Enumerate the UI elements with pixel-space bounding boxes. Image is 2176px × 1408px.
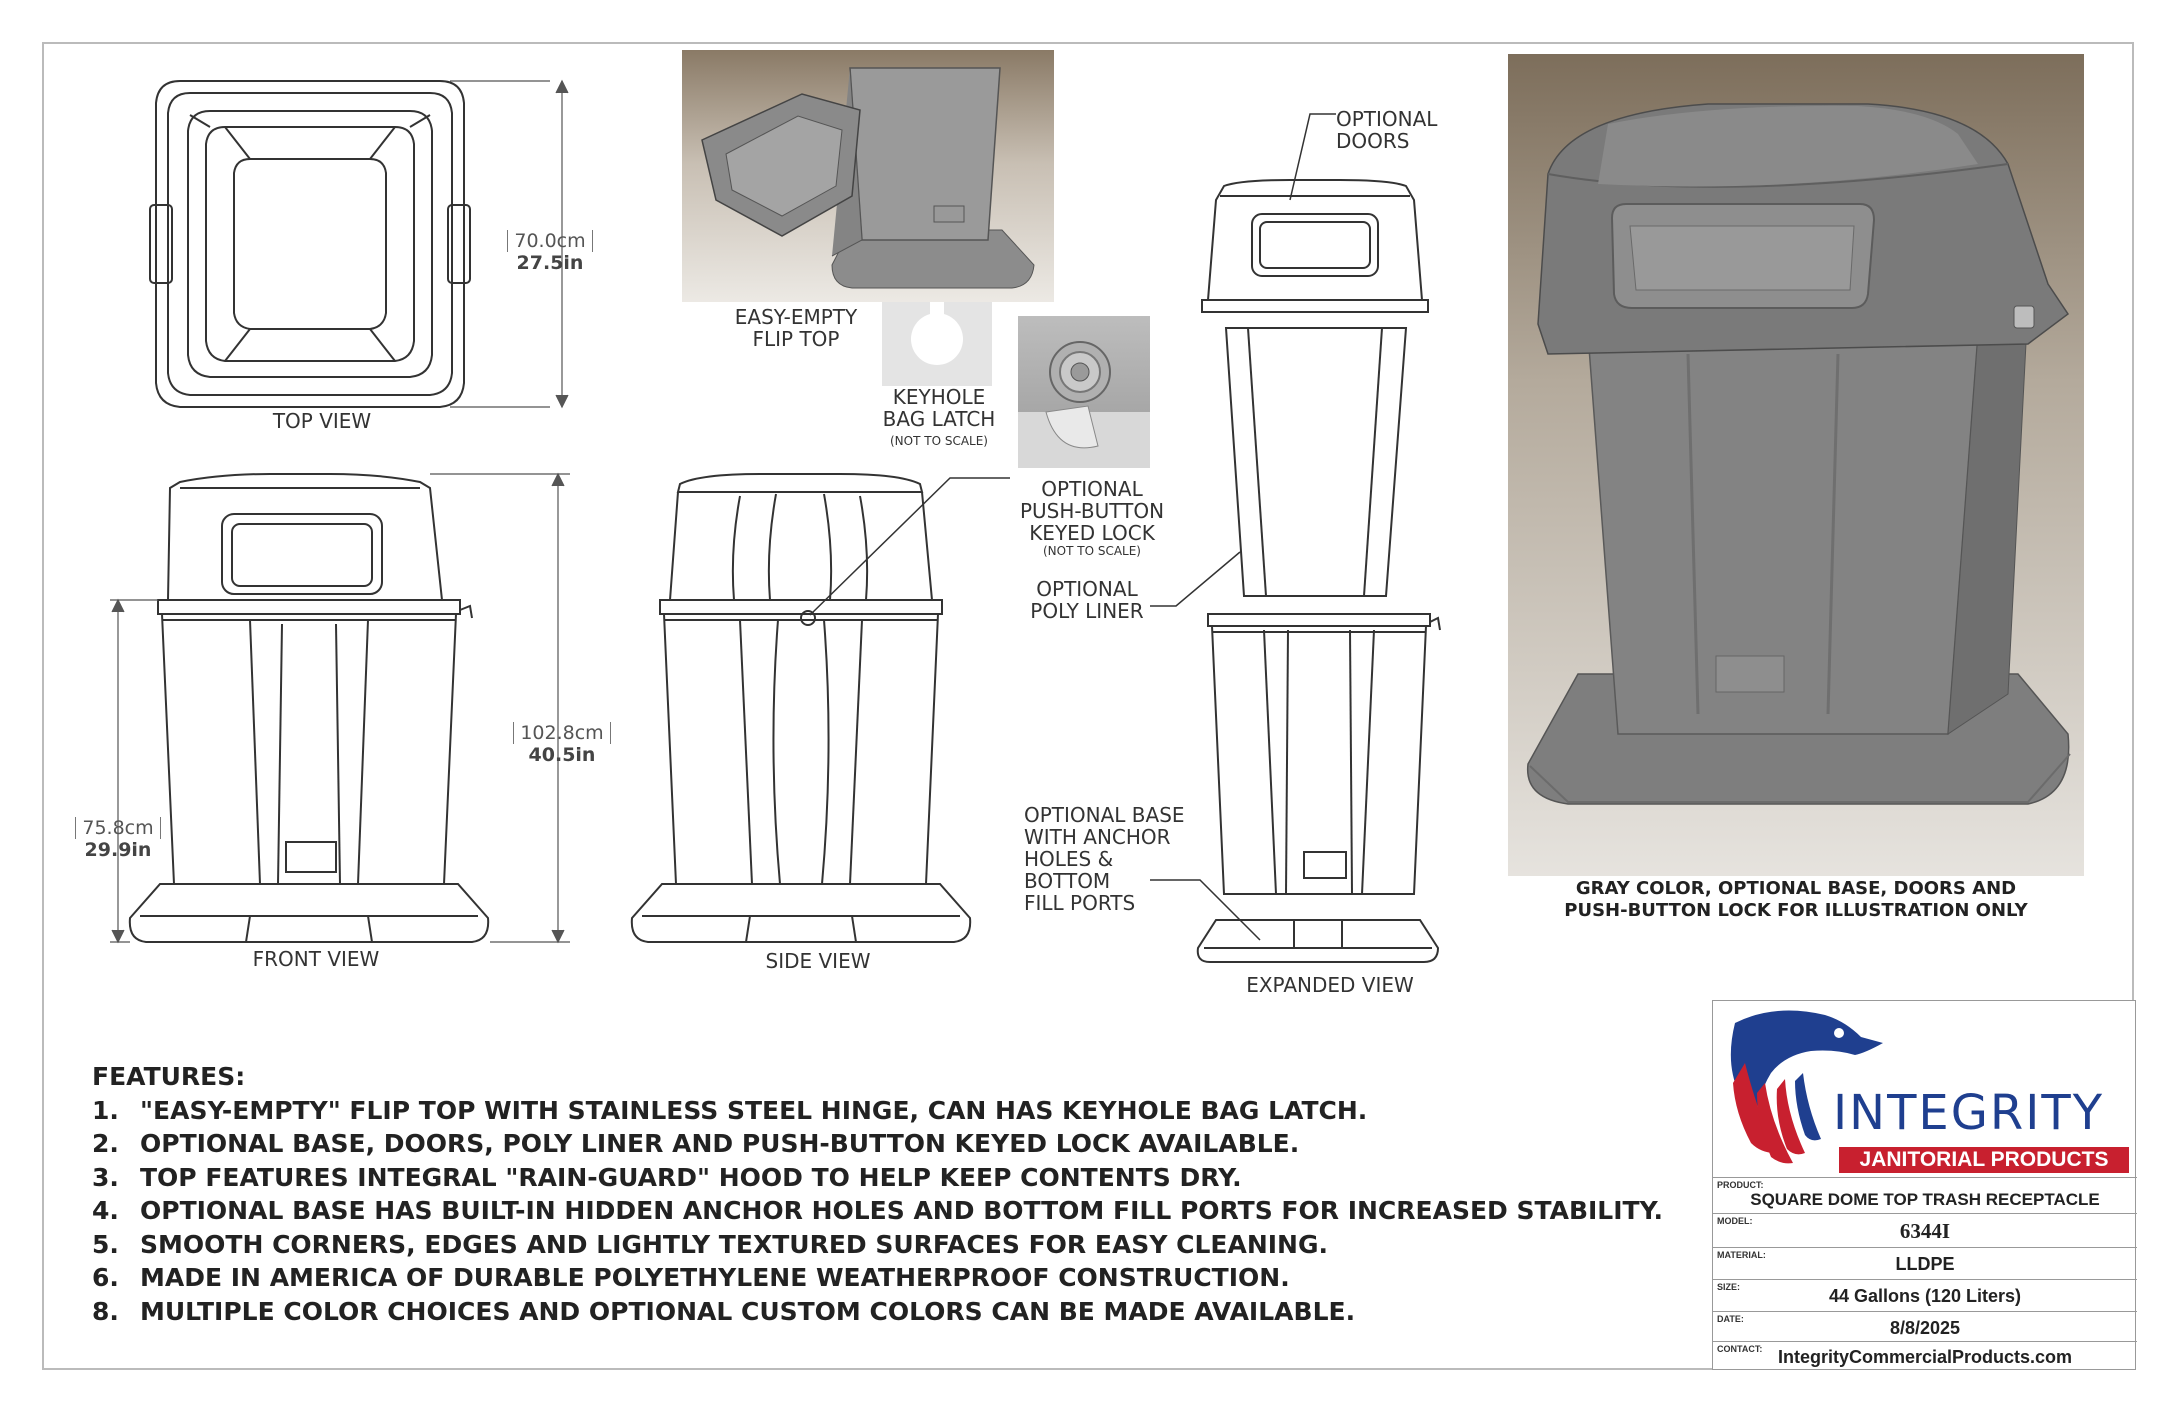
front-view-label: FRONT VIEW (252, 947, 380, 971)
brand-name: INTEGRITY (1833, 1085, 2105, 1141)
liner-line-1: OPTIONAL (1036, 577, 1138, 601)
product-row (1713, 1177, 2137, 1213)
lock-line-1: OPTIONAL (1041, 477, 1143, 501)
liner-line-2: POLY LINER (1030, 599, 1144, 623)
lock-note: (NOT TO SCALE) (1043, 544, 1141, 558)
flip-top-label (716, 306, 876, 350)
model-value: 6344I (1899, 1219, 1951, 1243)
base-line-2: WITH ANCHOR (1024, 825, 1171, 849)
date-label: DATE: (1717, 1314, 1744, 1324)
keyhole-label (866, 386, 1012, 430)
render-caption-line-2: PUSH-BUTTON LOCK FOR ILLUSTRATION ONLY (1564, 900, 2028, 921)
contact-value: IntegrityCommercialProducts.com (1777, 1347, 2073, 1367)
product-render (1508, 54, 2084, 876)
depth-in: 27.5in (516, 252, 584, 274)
contact-label: CONTACT: (1717, 1344, 1763, 1354)
render-caption-line-1: GRAY COLOR, OPTIONAL BASE, DOORS AND (1575, 878, 2017, 899)
keyhole-line-1: KEYHOLE (892, 385, 986, 409)
doors-line-2: DOORS (1336, 129, 1410, 153)
flip-top-line-1: EASY-EMPTY (734, 305, 858, 329)
keyhole-note: (NOT TO SCALE) (890, 434, 988, 448)
depth-dimension (500, 230, 600, 274)
list-item: 1. "EASY-EMPTY" FLIP TOP WITH STAINLESS STEEL HINGE, CAN HAS KEYHOLE BAG LATCH. (92, 1095, 1368, 1125)
list-item: 5. SMOOTH CORNERS, EDGES AND LIGHTLY TEXTURED SURFACES FOR EASY CLEANING. (92, 1229, 1328, 1259)
list-item: 4. OPTIONAL BASE HAS BUILT-IN HIDDEN ANCHOR HOLES AND BOTTOM FILL PORTS FOR INCREASED STABILITY. (92, 1196, 1664, 1225)
material-row (1713, 1247, 2137, 1279)
top-view-label: TOP VIEW (272, 409, 372, 433)
base-height-in: 29.9in (84, 839, 152, 861)
liner-label (1022, 578, 1152, 622)
base-height-dimension (68, 817, 168, 861)
integrity-logo (1713, 1001, 2137, 1177)
list-item: 2. OPTIONAL BASE, DOORS, POLY LINER AND PUSH-BUTTON KEYED LOCK AVAILABLE. (92, 1129, 1300, 1158)
height-in: 40.5in (528, 744, 596, 766)
date-value: 8/8/2025 (1889, 1318, 1961, 1338)
base-label (1024, 804, 1204, 914)
height-dimension (508, 722, 616, 766)
depth-cm: 70.0cm (507, 230, 592, 252)
model-row (1713, 1213, 2137, 1247)
front-view-drawing (100, 470, 600, 950)
lock-line-2: PUSH-BUTTON (1019, 499, 1165, 523)
keyhole-photo (882, 302, 992, 386)
list-item: 6. MADE IN AMERICA OF DURABLE POLYETHYLENE WEATHERPROOF CONSTRUCTION. (92, 1263, 1290, 1292)
base-line-4: FILL PORTS (1024, 891, 1136, 915)
base-line-3: HOLES & BOTTOM (1024, 847, 1114, 893)
height-cm: 102.8cm (513, 722, 610, 744)
expanded-view-label: EXPANDED VIEW (1246, 973, 1414, 997)
size-label: SIZE: (1717, 1282, 1741, 1292)
features-heading: FEATURES: (92, 1062, 246, 1091)
side-view-label: SIDE VIEW (765, 949, 871, 973)
lock-leader-line (800, 470, 1030, 630)
flip-top-line-2: FLIP TOP (752, 327, 840, 351)
top-view-drawing (150, 75, 470, 415)
brand-subtitle: JANITORIAL PRODUCTS (1839, 1147, 2129, 1173)
list-item: 8. MULTIPLE COLOR CHOICES AND OPTIONAL CUSTOM COLORS CAN BE MADE AVAILABLE. (92, 1296, 1356, 1326)
base-line-1: OPTIONAL BASE (1024, 803, 1185, 827)
material-label: MATERIAL: (1717, 1250, 1766, 1260)
features-list (92, 1060, 1663, 1328)
list-item: 3. TOP FEATURES INTEGRAL "RAIN-GUARD" HOOD TO HELP KEEP CONTENTS DRY. (92, 1162, 1242, 1192)
flip-top-photo (682, 50, 1054, 302)
size-row (1713, 1279, 2137, 1311)
contact-row (1713, 1341, 2137, 1371)
doors-line-1: OPTIONAL (1336, 107, 1438, 131)
title-block (1712, 1000, 2136, 1370)
base-height-cm: 75.8cm (75, 817, 160, 839)
lock-photo (1018, 316, 1150, 468)
doors-label (1336, 108, 1456, 152)
material-value: LLDPE (1895, 1254, 1955, 1274)
product-label: PRODUCT: (1717, 1180, 1764, 1190)
size-value: 44 Gallons (120 Liters) (1828, 1286, 2022, 1306)
date-row (1713, 1311, 2137, 1341)
lock-line-3: KEYED LOCK (1029, 521, 1155, 545)
model-label: MODEL: (1717, 1216, 1753, 1226)
render-caption (1508, 878, 2084, 922)
keyhole-line-2: BAG LATCH (882, 407, 996, 431)
product-value: SQUARE DOME TOP TRASH RECEPTACLE (1750, 1190, 2100, 1209)
